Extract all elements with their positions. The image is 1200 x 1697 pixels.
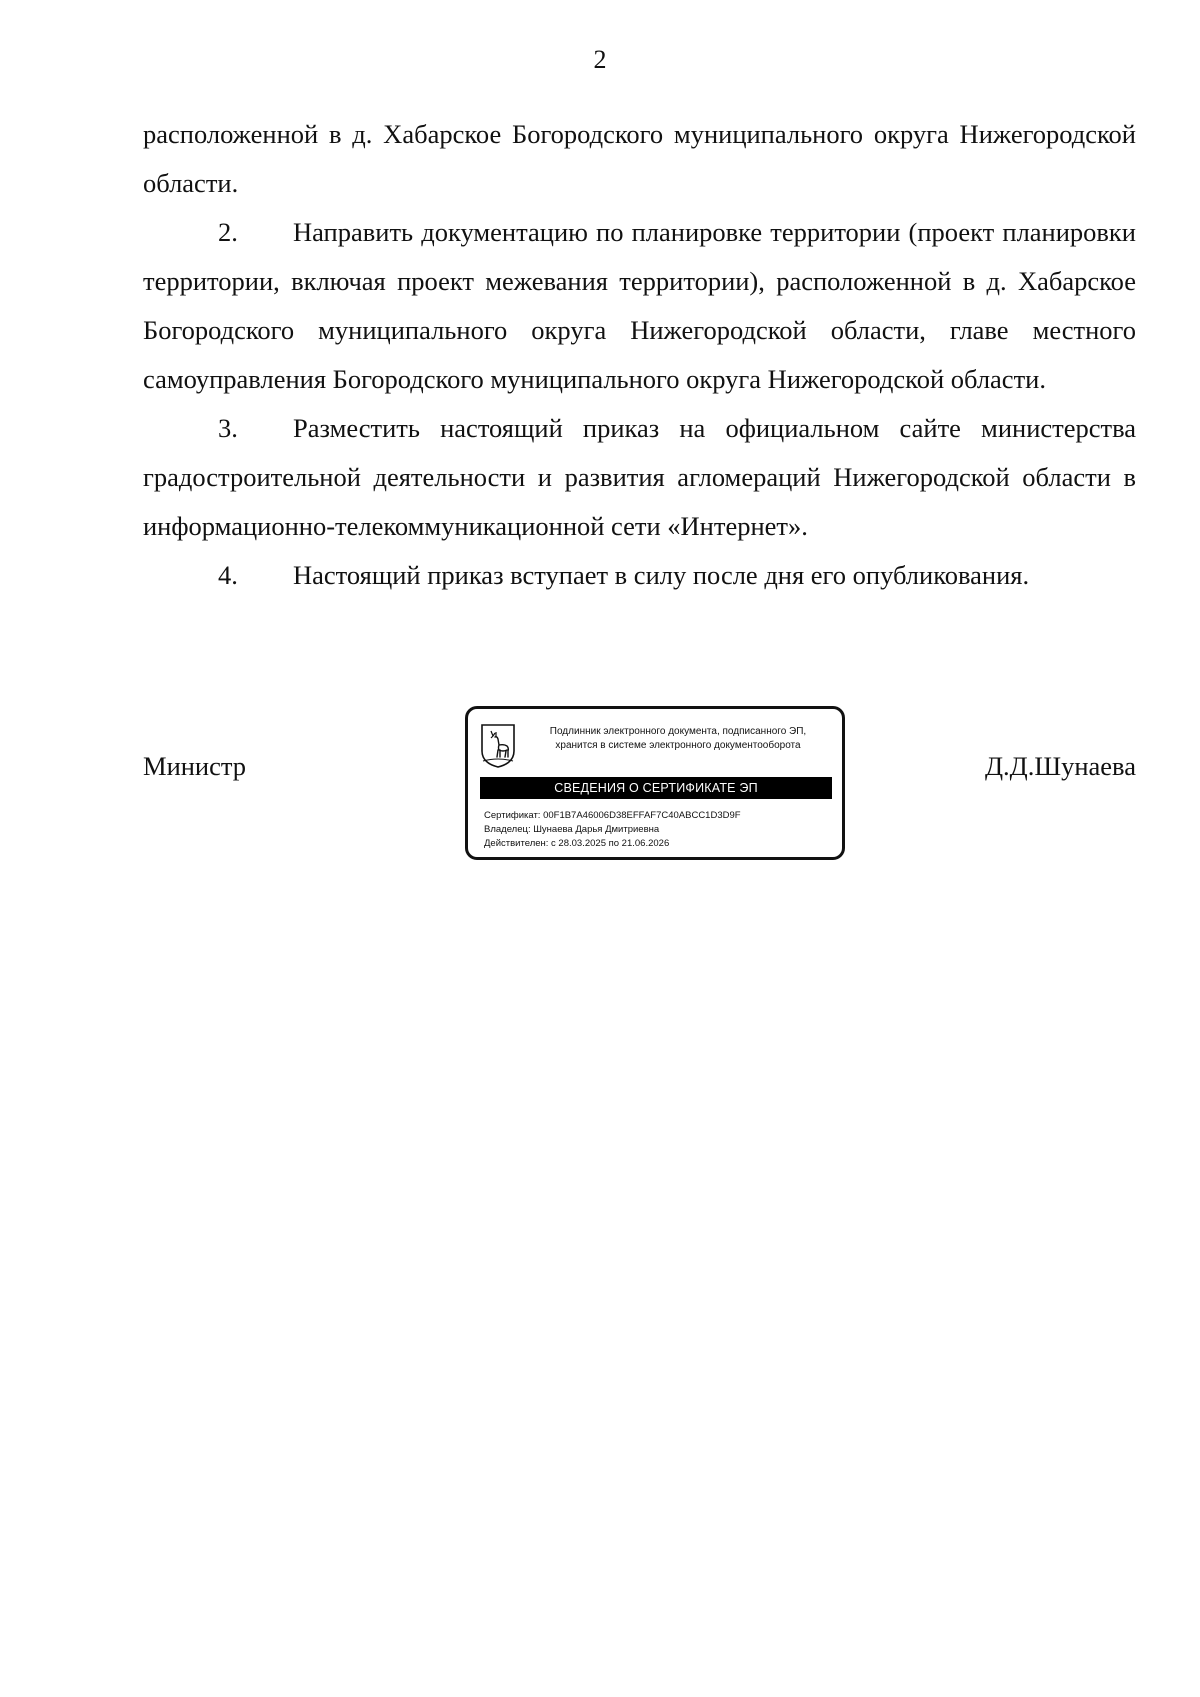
page-number: 2 [593, 45, 607, 74]
paragraph-item-2 [143, 208, 1136, 404]
paragraph-item-4 [143, 551, 1136, 600]
item-text: Настоящий приказ вступает в силу после дня его опубликования. [293, 560, 1030, 590]
signer-title: Министр [143, 751, 247, 781]
certificate-number: Сертификат: 00F1B7A46006D38EFFAF7C40ABCC1D3D9F [484, 810, 741, 821]
document-body [143, 110, 1136, 600]
stamp-notice [528, 725, 828, 753]
stamp-header: СВЕДЕНИЯ О СЕРТИФИКАТЕ ЭП [480, 777, 832, 799]
electronic-signature-stamp [465, 706, 845, 860]
item-number: 4. [218, 560, 238, 590]
paragraph-item-3 [143, 404, 1136, 551]
certificate-validity: Действителен: с 28.03.2025 по 21.06.2026 [484, 838, 670, 849]
certificate-owner: Владелец: Шунаева Дарья Дмитриевна [484, 824, 660, 835]
item-number: 3. [218, 413, 238, 443]
item-number: 2. [218, 217, 238, 247]
paragraph-continuation: расположенной в д. Хабарское Богородского муниципального округа Нижегородской области. [143, 119, 1136, 198]
item-text: Разместить настоящий приказ на официальном сайте министерства градостроительной деятельности и развития агломераций Нижегородской области в информационно-телекоммуникационной сети «Интернет». [143, 413, 1136, 541]
signature-block [143, 700, 1136, 870]
deer-coat-of-arms-icon [480, 723, 516, 769]
stamp-notice-line: Подлинник электронного документа, подписанного ЭП, [549, 726, 807, 737]
certificate-details [484, 809, 834, 851]
item-text: Направить документацию по планировке территории (проект планировки территории, включая проект межевания территории), расположенной в д. Хабарское Богородского муниципального округа Нижегородской области, главе местного самоуправления Богородского муниципального округа Нижегородской области. [143, 217, 1136, 394]
stamp-notice-line: хранится в системе электронного документооборота [555, 740, 801, 751]
signer-name: Д.Д.Шунаева [984, 751, 1136, 781]
